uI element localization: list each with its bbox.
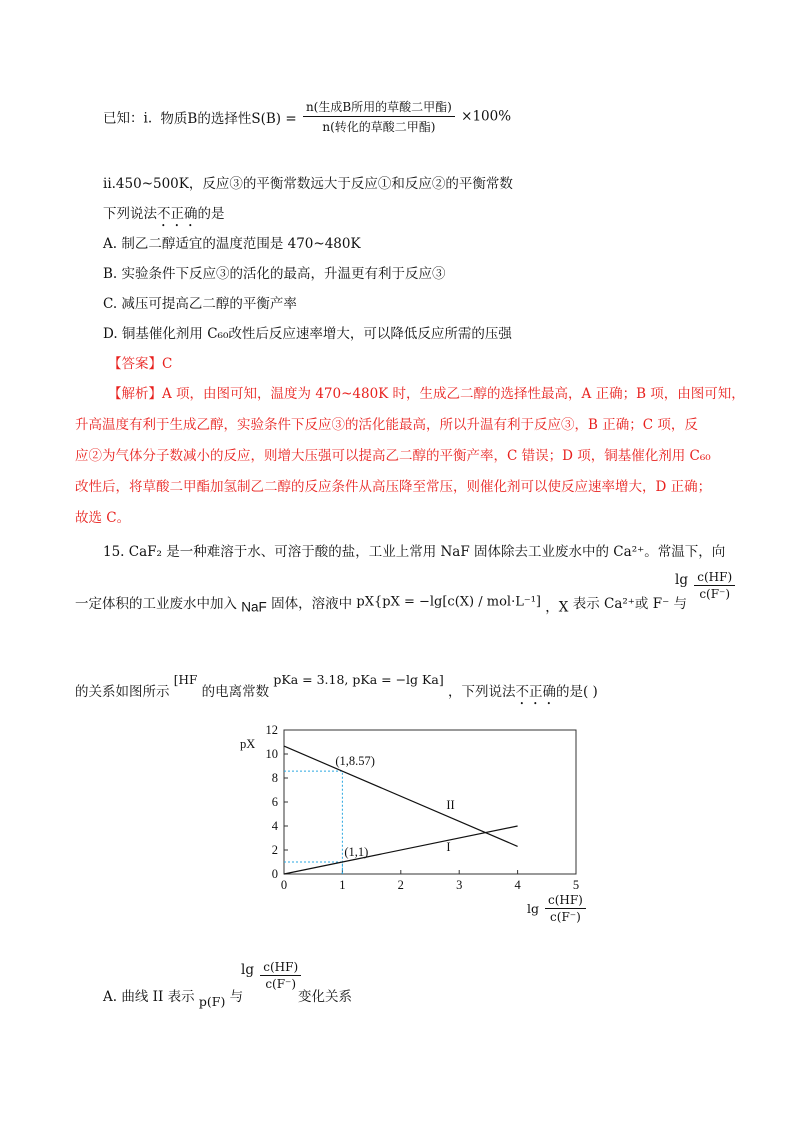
series-label-II: II — [446, 798, 455, 813]
series-line-II — [284, 746, 518, 846]
q15-text: 的是( ) — [556, 684, 598, 700]
selectivity-numerator: n(生成B所用的草酸二甲酯) — [303, 98, 455, 117]
guide-line — [284, 771, 342, 874]
option-a-text: A. 曲线 II 表示 — [103, 989, 195, 1005]
chart-xlabel — [527, 893, 588, 924]
xlabel-numerator: c(HF) — [545, 893, 586, 909]
x-tick-label: 2 — [397, 878, 404, 892]
q14-stem — [103, 202, 225, 230]
q15-text: 固体，溶液中 — [271, 596, 353, 612]
xlabel-fraction — [545, 893, 586, 924]
q15-option-a — [103, 985, 244, 1009]
selectivity-fraction — [303, 98, 455, 135]
known-lhs: 物质B的选择性S(B) = — [160, 110, 297, 127]
hf-ratio-numerator: c(HF) — [694, 570, 735, 586]
analysis-text: A 项，由图可知，温度为 470~480K 时，生成乙二醇的选择性最高，A 正确；B 项，由图可知， — [162, 386, 745, 402]
y-axis-label: pX — [240, 737, 256, 751]
option-a-suffix: 变化关系 — [298, 989, 352, 1005]
known-formula — [103, 98, 511, 135]
q14-stem-dotted: 不正确 — [157, 206, 198, 222]
q14-option-c: C. 减压可提高乙二醇的平衡产率 — [103, 296, 297, 312]
analysis-line-2: 升高温度有利于生成乙醇，实验条件下反应③的活化能最高，所以升温有利于反应③，B 正确；C 项，反 — [75, 417, 698, 433]
q15-line-1: 15. CaF₂ 是一种难溶于水、可溶于酸的盐，工业上常用 NaF 固体除去工业废水中的 Ca²⁺。常温下，向 — [103, 544, 726, 560]
selectivity-denominator: n(转化的草酸二甲酯) — [322, 120, 436, 134]
q15-text: 的关系如图所示 — [75, 684, 170, 700]
analysis-line-5: 故选 C。 — [75, 510, 131, 526]
q15-naf: NaF — [241, 599, 267, 615]
option-a-fraction — [260, 960, 301, 991]
series-label-I: I — [446, 840, 451, 855]
q15-text: 的电离常数 — [201, 684, 270, 700]
x-tick-label: 5 — [572, 878, 580, 892]
q15-px-definition: pX{pX = −lg[c(X) / mol·L⁻¹] — [356, 594, 541, 610]
q15-pka: pKa = 3.18, pKa = −lg Ka] — [273, 672, 444, 687]
y-tick-label: 8 — [271, 771, 278, 785]
plot-frame — [284, 730, 576, 874]
y-tick-label: 10 — [265, 747, 278, 761]
hf-ratio — [694, 570, 735, 601]
y-tick-label: 0 — [271, 867, 278, 881]
annotation-point-II: (1,8.57) — [335, 754, 375, 769]
annotation-point-I: (1,1) — [344, 845, 369, 859]
answer-value: C — [162, 356, 173, 372]
analysis-label: 【解析】 — [108, 386, 162, 402]
hf-ratio-denominator: c(F⁻) — [699, 587, 731, 601]
q14-stem-after: 的是 — [197, 206, 225, 222]
option-a-lg: lg — [241, 962, 254, 978]
q14-option-d: D. 铜基催化剂用 C₆₀改性后反应速率增大，可以降低反应所需的压强 — [103, 326, 512, 342]
q15-line-2 — [75, 592, 687, 616]
option-a-numerator: c(HF) — [260, 960, 301, 976]
q15-dotted: 不正确 — [515, 684, 556, 700]
series-line-I — [284, 826, 518, 874]
xlabel-denominator: c(F⁻) — [550, 910, 581, 924]
q15-x-symbol: ，X — [545, 599, 569, 616]
y-tick-label: 2 — [271, 843, 278, 857]
option-a-denominator: c(F⁻) — [265, 977, 297, 991]
analysis-line-3: 应②为气体分子数减小的反应，则增大压强可以提高乙二醇的平衡产率，C 错误；D 项，铜基催化剂用 C₆₀ — [75, 448, 711, 464]
y-tick-label: 12 — [265, 723, 278, 737]
y-tick-label: 4 — [271, 819, 278, 833]
q15-hf: [HF — [173, 673, 198, 687]
q14-stem-before: 下列说法 — [103, 206, 157, 222]
option-a-pf: p(F) — [198, 994, 226, 1009]
analysis-line-1 — [108, 382, 745, 402]
x-tick-label: 4 — [514, 878, 521, 892]
lg-label: lg — [675, 572, 688, 588]
answer — [108, 352, 172, 372]
q15-lg-fraction — [675, 572, 737, 601]
xlabel-lg: lg — [527, 901, 539, 916]
known-prefix: 已知：i. — [103, 110, 153, 127]
q15-text: 表示 Ca²⁺或 F⁻ 与 — [572, 596, 687, 612]
option-a-text: 与 — [229, 989, 244, 1005]
x-tick-label: 3 — [456, 878, 463, 892]
q14-option-a: A. 制乙二醇适宜的温度范围是 470~480K — [103, 236, 361, 252]
known-suffix: ×100% — [461, 108, 512, 125]
q15-text: ，下列说法 — [448, 684, 516, 700]
q15-text: 一定体积的工业废水中加入 — [75, 596, 237, 612]
y-tick-label: 6 — [271, 795, 278, 809]
condition-ii: ii.450~500K，反应③的平衡常数远大于反应①和反应②的平衡常数 — [103, 176, 513, 192]
q14-option-b: B. 实验条件下反应③的活化的最高，升温更有利于反应③ — [103, 266, 446, 282]
x-tick-label: 0 — [280, 878, 288, 892]
option-a-lg-fraction — [241, 962, 303, 991]
q15-line-3 — [75, 672, 598, 708]
x-tick-label: 1 — [339, 878, 346, 892]
analysis-line-4: 改性后，将草酸二甲酯加氢制乙二醇的反应条件从高压降至常压，则催化剂可以使反应速率增大，D 正确； — [75, 479, 712, 495]
answer-label: 【答案】 — [108, 356, 162, 372]
